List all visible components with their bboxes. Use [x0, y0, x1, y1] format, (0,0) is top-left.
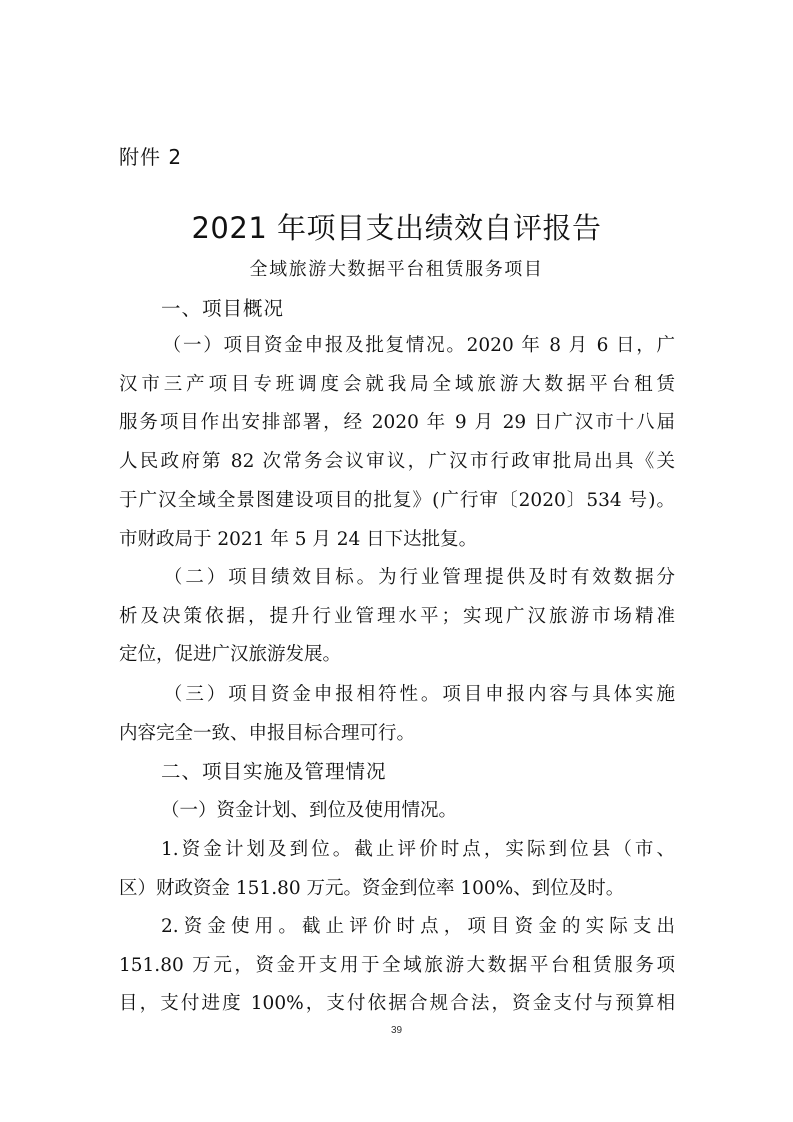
page-number: 39: [390, 1025, 403, 1036]
section-heading-overview: 一、项目概况: [161, 297, 285, 320]
text-line: 服务项目作出安排部署，经 2020 年 9 月 29 日广汉市十八届: [119, 412, 675, 434]
text-line: 2.资金使用。截止评价时点，项目资金的实际支出: [161, 916, 675, 937]
text-line: 定位，促进广汉旅游发展。: [119, 644, 342, 666]
text-line: 区）财政资金 151.80 万元。资金到位率 100%、到位及时。: [119, 877, 625, 899]
text-line: 市财政局于 2021 年 5 月 24 日下达批复。: [119, 528, 478, 550]
text-line: （二）项目绩效目标。为行业管理提供及时有效数据分: [161, 567, 675, 588]
paragraph-conformity: [119, 676, 675, 753]
report-title: 2021 年项目支出绩效自评报告: [191, 211, 602, 245]
text-line: 1.资金计划及到位。截止评价时点，实际到位县（市、: [161, 839, 675, 860]
project-subtitle: 全域旅游大数据平台租赁服务项目: [249, 259, 544, 280]
text-line: 目，支付进度 100%，支付依据合规合法，资金支付与预算相: [119, 993, 675, 1015]
paragraph-fund-arrival: [119, 831, 675, 908]
text-line: （三）项目资金申报相符性。项目申报内容与具体实施: [161, 684, 675, 705]
attachment-label: 附件 2: [119, 145, 183, 169]
text-line: 人民政府第 82 次常务会议审议，广汉市行政审批局出具《关: [119, 451, 675, 473]
paragraph-fund-usage: [119, 908, 675, 1024]
section-heading-implementation: 二、项目实施及管理情况: [161, 760, 387, 783]
text-line: 汉市三产项目专班调度会就我局全域旅游大数据平台租赁: [119, 373, 675, 395]
text-line: 内容完全一致、申报目标合理可行。: [119, 722, 416, 744]
text-line: 析及决策依据，提升行业管理水平；实现广汉旅游市场精准: [119, 605, 675, 627]
paragraph-funding-approval: [119, 327, 675, 559]
text-line: 151.80 万元，资金开支用于全域旅游大数据平台租赁服务项: [119, 954, 675, 976]
paragraph-performance-goals: [119, 559, 675, 675]
paragraph-fund-plan-heading: [119, 792, 675, 831]
text-line: （一）项目资金申报及批复情况。2020 年 8 月 6 日，广: [161, 335, 675, 356]
text-line: （一）资金计划、到位及使用情况。: [161, 800, 458, 821]
text-line: 于广汉全域全景图建设项目的批复》(广行审〔2020〕534 号)。: [119, 489, 675, 511]
